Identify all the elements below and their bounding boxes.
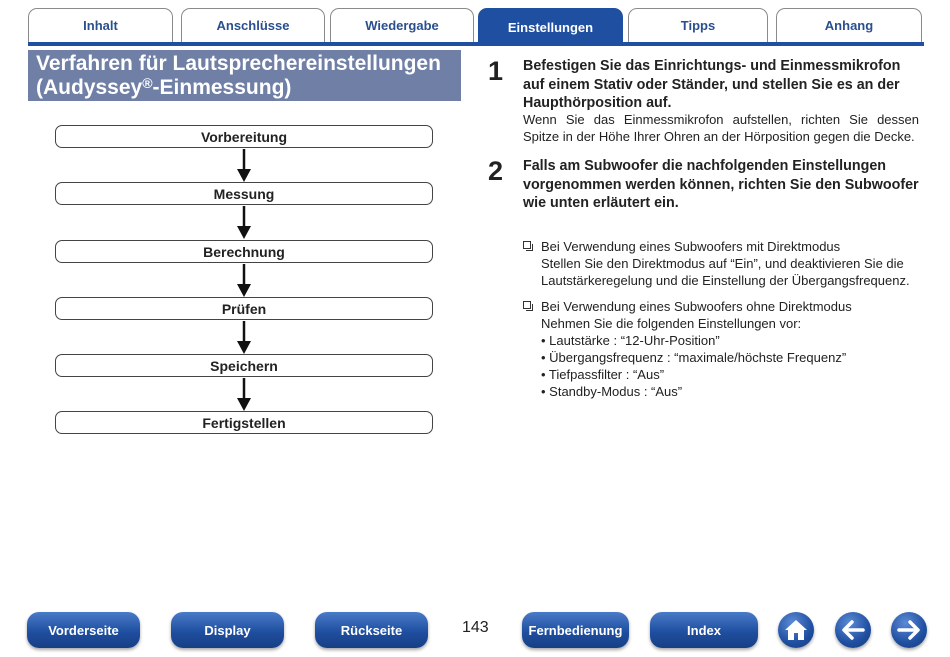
- setting-bullet: • Tiefpassfilter : “Aus”: [541, 367, 665, 382]
- tab-baseline: [28, 42, 924, 46]
- flow-arrow-down-icon: [234, 149, 254, 183]
- step-number-2: 2: [488, 156, 504, 186]
- tab-inhalt[interactable]: Inhalt: [28, 8, 173, 42]
- tab-bar: [28, 8, 924, 46]
- step-1-body: Wenn Sie das Einmessmikrofon aufstellen, richten Sie dessen Spitze in der Höhe Ihrer Ohren an der Hörposition gegen die Decke.: [523, 112, 919, 144]
- tab-anschluesse[interactable]: Anschlüsse: [181, 8, 325, 42]
- tab-wiedergabe[interactable]: Wiedergabe: [330, 8, 474, 42]
- note-title: Bei Verwendung eines Subwoofers ohne Direktmodus: [541, 299, 852, 314]
- flow-arrow-down-icon: [234, 378, 254, 412]
- step-2-heading: Falls am Subwoofer die nachfolgenden Einstellungen vorgenommen werden können, richten Sie den Subwoofer wie unten erläutert ein.: [523, 158, 919, 211]
- flow-step-berechnung: Berechnung: [55, 240, 433, 263]
- checkbox-bullet-icon: [523, 241, 531, 249]
- step-number-1: 1: [488, 56, 504, 86]
- forward-button[interactable]: [891, 612, 927, 648]
- tab-anhang[interactable]: Anhang: [776, 8, 922, 42]
- home-icon: [784, 619, 808, 641]
- flow-arrow-down-icon: [234, 321, 254, 355]
- flow-arrow-down-icon: [234, 206, 254, 240]
- flow-step-pruefen: Prüfen: [55, 297, 433, 320]
- setting-bullet: • Übergangsfrequenz : “maximale/höchste Frequenz”: [541, 350, 847, 365]
- nav-vorderseite-button[interactable]: Vorderseite: [27, 612, 140, 648]
- flow-step-speichern: Speichern: [55, 354, 433, 377]
- section-title-suffix: -Einmessung): [152, 76, 292, 99]
- home-button[interactable]: [778, 612, 814, 648]
- nav-fernbedienung-button[interactable]: Fernbedienung: [522, 612, 629, 648]
- nav-index-button[interactable]: Index: [650, 612, 758, 648]
- page-number: 143: [462, 619, 489, 636]
- flow-step-vorbereitung: Vorbereitung: [55, 125, 433, 148]
- section-title-line2: [36, 76, 453, 100]
- section-title-line1: Verfahren für Lautsprechereinstellungen: [36, 52, 441, 75]
- note-without-direct-mode: [523, 298, 923, 400]
- note-with-direct-mode: [523, 238, 923, 289]
- back-button[interactable]: [835, 612, 871, 648]
- note-title: Bei Verwendung eines Subwoofers mit Direktmodus: [541, 239, 841, 254]
- checkbox-bullet-icon: [523, 301, 531, 309]
- flow-step-fertigstellen: Fertigstellen: [55, 411, 433, 434]
- section-title: [28, 50, 461, 101]
- section-title-prefix: (Audyssey: [36, 76, 143, 99]
- note-text: Stellen Sie den Direktmodus auf “Ein”, und deaktivieren Sie die Lautstärkeregelung und die Einstellung der Übergangsfrequenz.: [541, 256, 910, 288]
- flow-arrow-down-icon: [234, 264, 254, 298]
- nav-rueckseite-button[interactable]: Rückseite: [315, 612, 428, 648]
- flow-step-messung: Messung: [55, 182, 433, 205]
- note-text: Nehmen Sie die folgenden Einstellungen vor:: [541, 316, 802, 331]
- registered-mark: ®: [142, 75, 153, 91]
- setting-bullet: • Lautstärke : “12-Uhr-Position”: [541, 333, 720, 348]
- tab-tipps[interactable]: Tipps: [628, 8, 768, 42]
- setting-bullet: • Standby-Modus : “Aus”: [541, 384, 683, 399]
- step-1-heading: Befestigen Sie das Einrichtungs- und Einmessmikrofon auf einem Stativ oder Ständer, und stellen Sie es an der Haupthörposition auf.: [523, 58, 901, 111]
- tab-einstellungen[interactable]: Einstellungen: [478, 8, 623, 46]
- arrow-right-icon: [897, 620, 921, 640]
- nav-display-button[interactable]: Display: [171, 612, 284, 648]
- arrow-left-icon: [841, 620, 865, 640]
